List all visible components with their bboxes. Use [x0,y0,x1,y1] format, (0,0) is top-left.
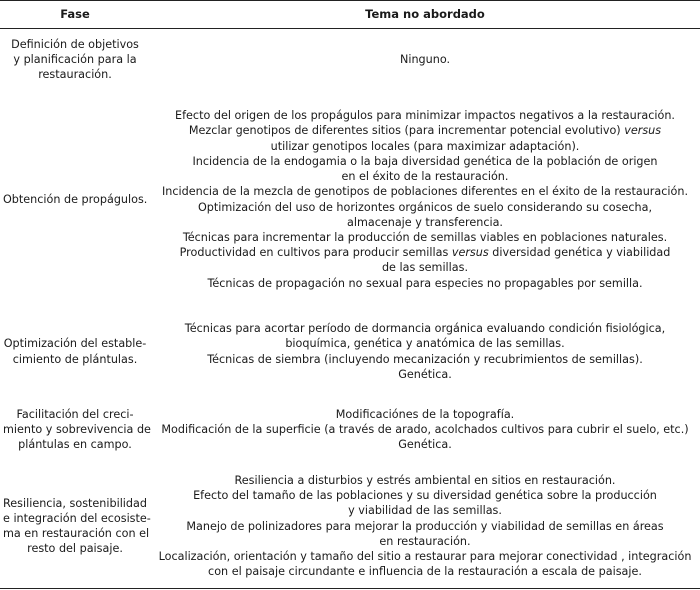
tema-line: en el éxito de la restauración. [341,170,509,184]
tema-cell [150,91,700,309]
tema-line: Mezclar genotipos de diferentes sitios (para incrementar potencial evolutivo) versus [188,124,662,138]
italic-term: versus [451,246,489,260]
fase-line: y planificación para la [13,53,137,67]
table-row [0,91,700,309]
tema-line: Técnicas para acortar período de dormancia orgánica evaluando condición fisiológica, [184,322,666,336]
fase-cell [0,395,150,465]
fase-cell [0,29,150,91]
fase-cell [0,309,150,395]
tema-cell [150,395,700,465]
tema-line: Incidencia de la endogamia o la baja diversidad genética de la población de origen [192,154,658,168]
fase-line: plántulas en campo. [18,438,132,452]
tema-line: bioquímica, genética y anatómica de las semillas. [285,337,565,351]
tema-line: Técnicas para incrementar la producción de semillas viables en poblaciones naturales. [182,230,668,244]
table-row [0,29,700,91]
tema-line: Ninguno. [399,53,451,67]
tema-cell [150,309,700,395]
tema-line: Incidencia de la mezcla de genotipos de poblaciones diferentes en el éxito de la restauración. [161,185,689,199]
header-fase: Fase [0,1,150,29]
fase-line: e integración del ecosiste- [3,512,151,526]
tema-line: Modificación de la superficie (a través de arado, acolchados cultivos para cubrir el suelo, etc.) [161,422,689,436]
table-row [0,309,700,395]
fase-line: Facilitación del creci- [16,407,134,421]
tema-line: Modificaciónes de la topografía. [335,407,515,421]
fase-line: resto del paisaje. [27,542,123,556]
tema-cell [150,29,700,91]
tema-line: Genética. [398,438,452,452]
tema-line: almacenaje y transferencia. [346,215,503,229]
tema-line: Técnicas de propagación no sexual para especies no propagables por semilla. [207,276,643,290]
tema-line: utilizar genotipos locales (para maximizar adaptación). [270,139,580,153]
tema-line: Localización, orientación y tamaño del sitio a restaurar para mejorar conectividad , integración [158,550,692,564]
fase-cell [0,91,150,309]
tema-line: en restauración. [379,534,471,548]
fase-line: Definición de objetivos [11,37,139,51]
tema-cell [150,465,700,589]
fase-line: Resiliencia, sostenibilidad [3,496,147,510]
tema-line: Genética. [398,367,452,381]
tema-line: Efecto del origen de los propágulos para minimizar impactos negativos a la restauración. [175,109,675,123]
tema-line: Manejo de polinizadores para mejorar la producción y viabilidad de semillas en áreas [186,519,664,533]
tema-line: Técnicas de siembra (incluyendo mecanización y recubrimientos de semillas). [207,352,643,366]
fase-line: cimiento de plántulas. [12,352,138,366]
fase-line: Optimización del estable- [3,337,147,351]
fase-line: Obtención de propágulos. [3,192,148,206]
tema-line: y viabilidad de las semillas. [348,504,502,518]
fase-line: restauración. [38,68,112,82]
table-row [0,395,700,465]
fase-line: miento y sobrevivencia de [3,422,151,436]
tema-line: Productividad en cultivos para producir semillas versus diversidad genética y viabilidad [179,246,671,260]
italic-term: versus [624,124,662,138]
tema-line: Optimización del uso de horizontes orgánicos de suelo considerando su cosecha, [197,200,653,214]
tema-line: Efecto del tamaño de las poblaciones y su diversidad genética sobre la producción [193,489,657,503]
fase-line: ma en restauración con el [3,527,150,541]
table-row [0,465,700,589]
tema-line: con el paisaje circundante e influencia de la restauración a escala de paisaje. [208,565,642,579]
tema-line: de las semillas. [381,261,469,275]
tema-line: Resiliencia a disturbios y estrés ambiental en sitios en restauración. [234,474,616,488]
fase-cell [0,465,150,589]
header-tema: Tema no abordado [150,1,700,29]
header-row [0,1,700,29]
